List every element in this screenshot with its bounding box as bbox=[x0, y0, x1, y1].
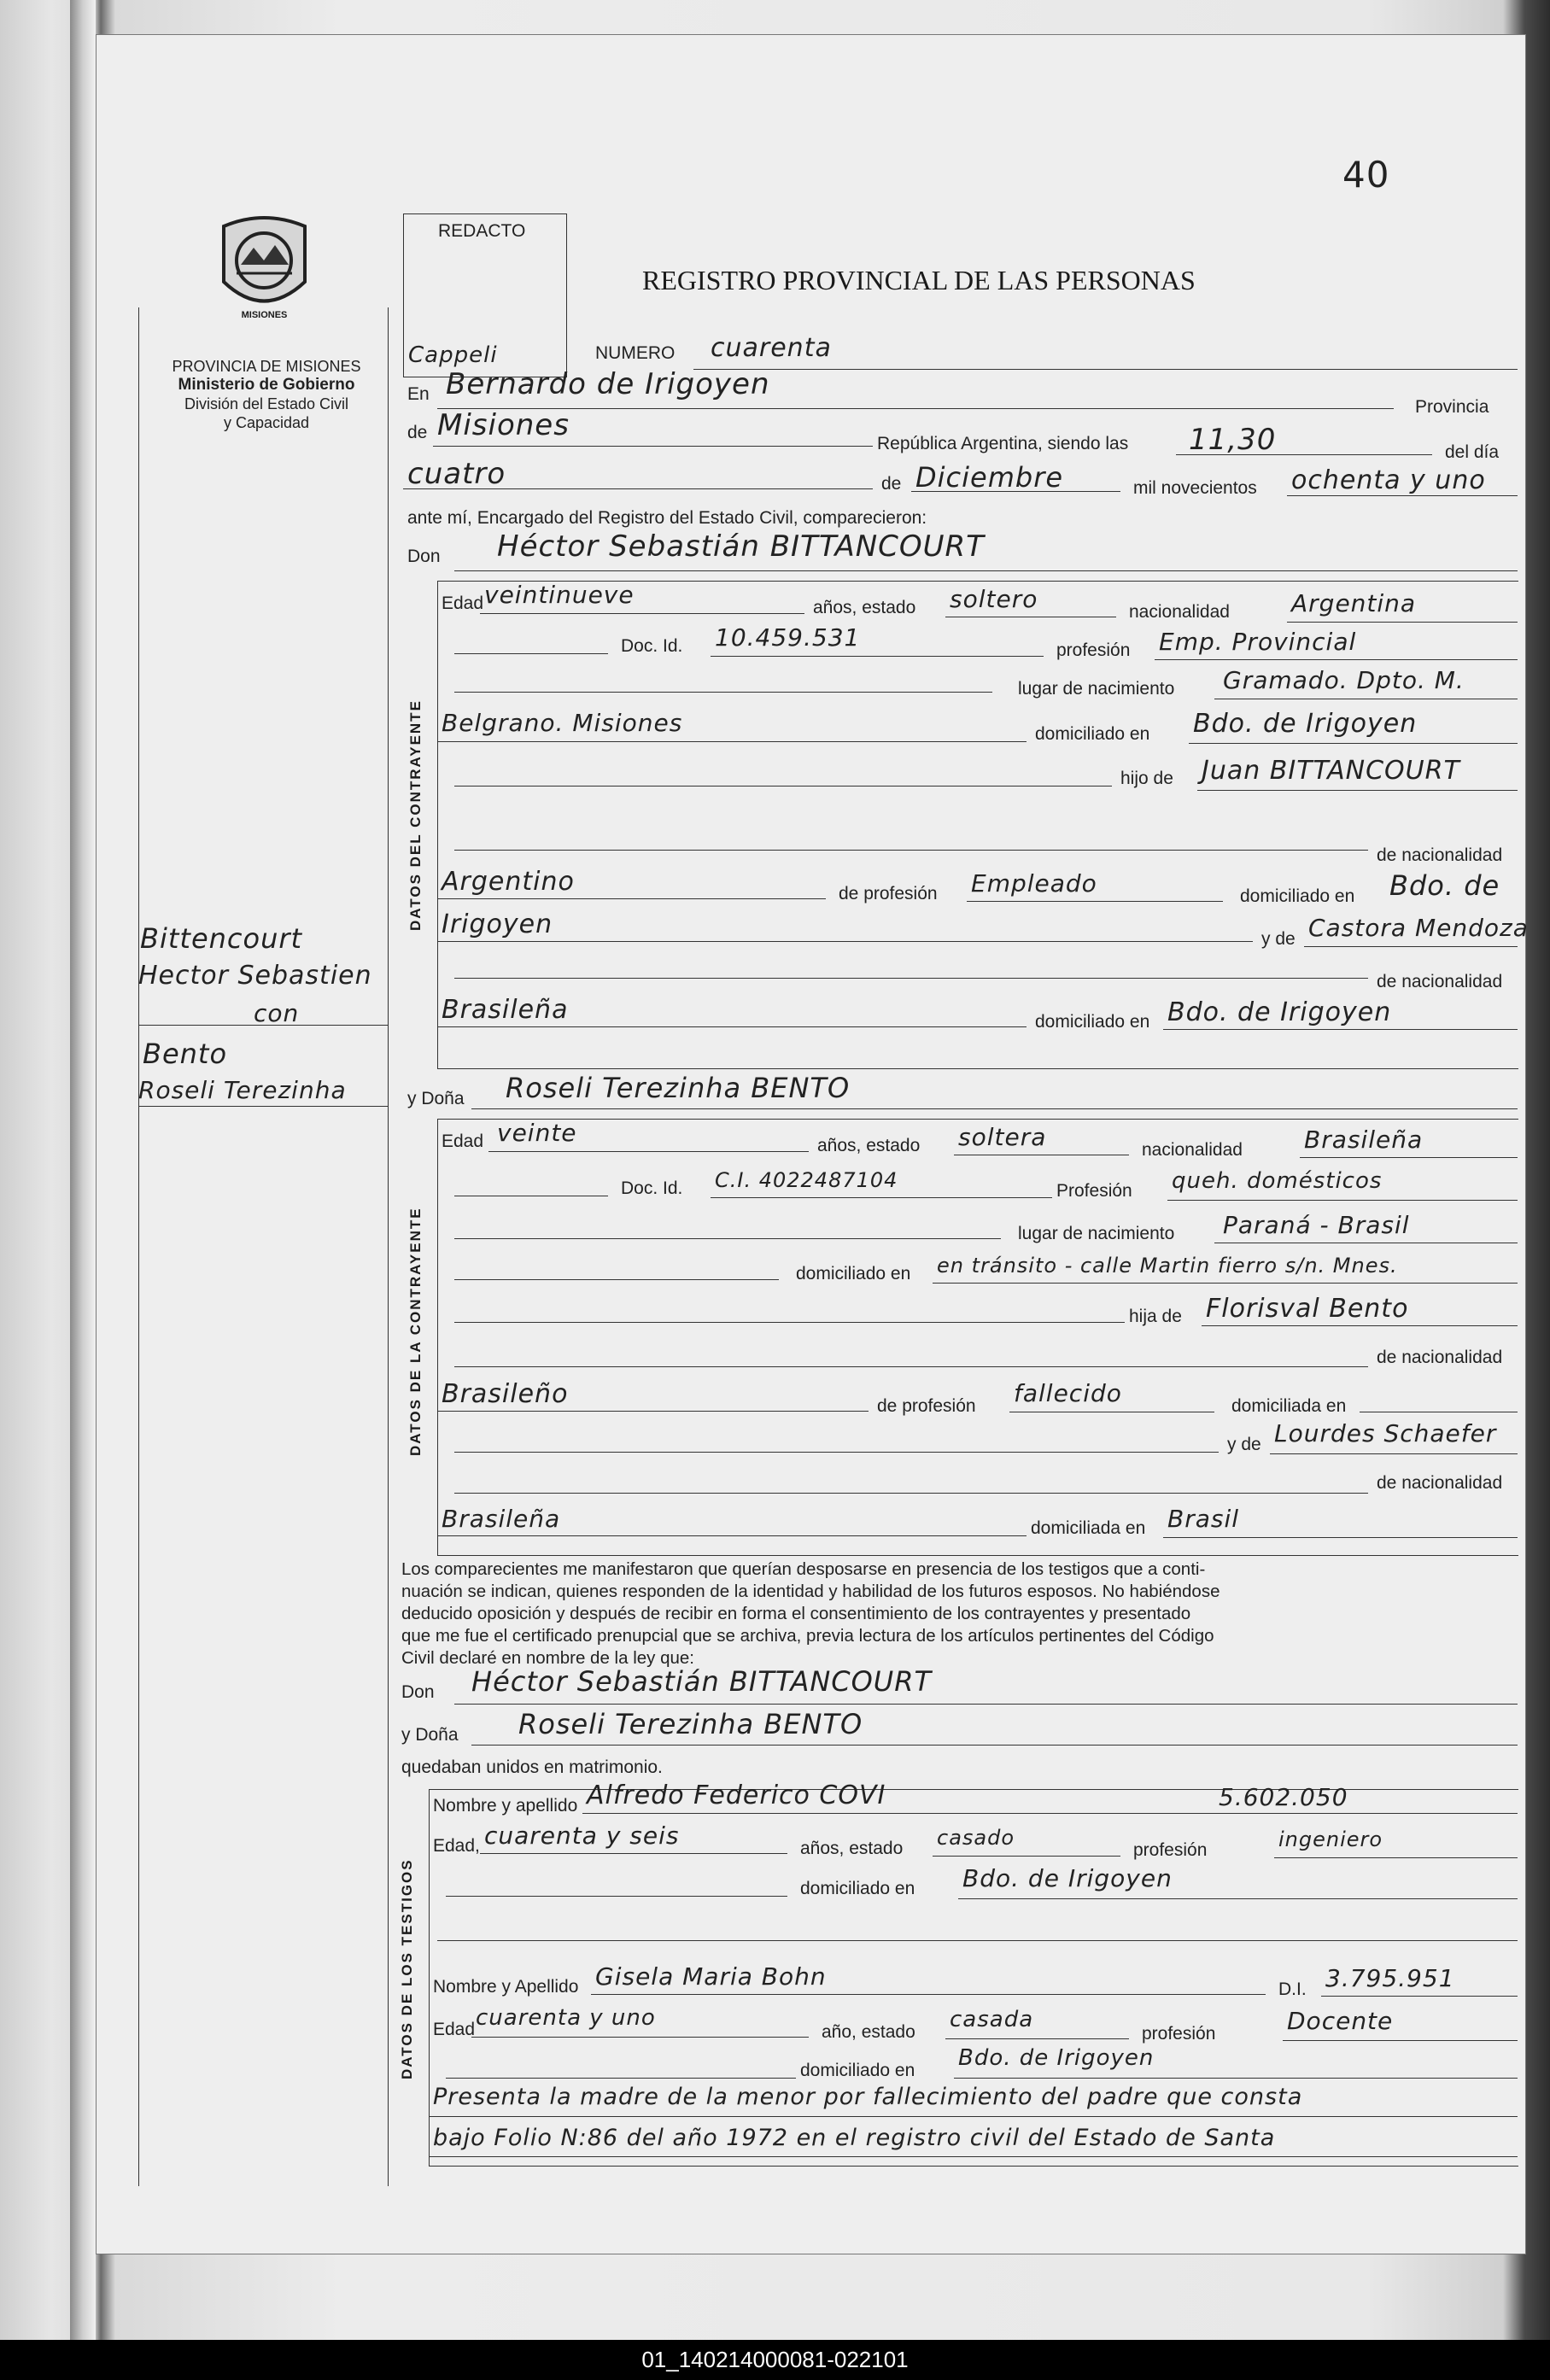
margin-note-underline bbox=[138, 1106, 388, 1107]
c-madre-value: Castora Mendoza bbox=[1308, 914, 1529, 942]
f-lugar-value: Paraná - Brasil bbox=[1223, 1211, 1410, 1239]
redacto-label: REDACTO bbox=[438, 221, 526, 241]
f-hija-label: hija de bbox=[1129, 1307, 1182, 1326]
t1-doc-value: 5.602.050 bbox=[1219, 1783, 1348, 1811]
c-nacionalidad-label: nacionalidad bbox=[1129, 602, 1230, 622]
t1-profesion-line bbox=[1274, 1857, 1518, 1858]
declaration-line: deducido oposición y después de recibir en forma el consentimiento de los contrayentes y presentado bbox=[401, 1604, 1191, 1623]
c-padre-dom-label: domiciliado en bbox=[1240, 886, 1355, 906]
t2-doc-label: D.I. bbox=[1278, 1979, 1307, 1999]
f-de-profesion-label: de profesión bbox=[877, 1396, 976, 1416]
f-domiciliado-value: en tránsito - calle Martin fierro s/n. Mnes. bbox=[937, 1254, 1398, 1278]
f-padre-nac-line bbox=[437, 1411, 869, 1412]
c-padre-nac-value: Argentino bbox=[442, 867, 575, 897]
c-lugar-value-2: Belgrano. Misiones bbox=[442, 709, 683, 737]
f-madre-dom-value: Brasil bbox=[1167, 1505, 1240, 1533]
c-padre-dom-line-2 bbox=[437, 941, 1253, 942]
c-madre-line bbox=[1304, 946, 1518, 947]
t1-estado-value: casado bbox=[937, 1826, 1015, 1850]
declaration-line: Los comparecientes me manifestaron que querían desposarse en presencia de los testigos que a conti- bbox=[401, 1559, 1206, 1579]
c-edad-label: Edad bbox=[442, 594, 484, 613]
provincia-label: Provincia bbox=[1415, 397, 1489, 417]
c-madre-nac-line bbox=[437, 1026, 1027, 1027]
c-padre-value: Juan BITTANCOURT bbox=[1202, 756, 1460, 786]
c-profesion-value: Emp. Provincial bbox=[1159, 628, 1357, 656]
t2-edad-line bbox=[471, 2037, 809, 2038]
c-y-de-label: y de bbox=[1261, 929, 1296, 949]
c-domiciliado-value: Bdo. de Irigoyen bbox=[1193, 709, 1418, 739]
c-nacionalidad-value: Argentina bbox=[1291, 589, 1417, 617]
hora-value: 11,30 bbox=[1189, 423, 1277, 457]
f-edad-label: Edad bbox=[442, 1132, 484, 1151]
f-de-nacionalidad-label: de nacionalidad bbox=[1377, 1348, 1503, 1367]
image-id-bar bbox=[0, 2340, 1550, 2380]
c-padre-prof-line bbox=[967, 901, 1223, 902]
decl-dona-label: y Doña bbox=[401, 1725, 459, 1745]
t2-nombre-line bbox=[591, 1994, 1266, 1995]
en-line bbox=[437, 408, 1394, 409]
c-padre-line bbox=[1197, 790, 1518, 791]
decl-closing: quedaban unidos en matrimonio. bbox=[401, 1757, 663, 1777]
declaration-line: Civil declaré en nombre de la ley que: bbox=[401, 1648, 694, 1668]
numero-value: cuarenta bbox=[711, 333, 832, 363]
c-domiciliado-label: domiciliado en bbox=[1035, 724, 1150, 744]
c-lugar-label: lugar de nacimiento bbox=[1018, 679, 1175, 699]
decl-dona-line bbox=[471, 1745, 1518, 1746]
t1-nombre-line bbox=[582, 1813, 1518, 1814]
note-line-1: Presenta la madre de la menor por fallecimiento del padre que consta bbox=[433, 2084, 1303, 2110]
institution-ministry: Ministerio de Gobierno bbox=[178, 376, 355, 394]
t2-dom-label: domiciliado en bbox=[800, 2061, 915, 2080]
dona-value: Roseli Terezinha BENTO bbox=[506, 1072, 851, 1104]
decl-dona-value: Roseli Terezinha BENTO bbox=[518, 1708, 863, 1740]
c-nac-pre-line bbox=[454, 850, 1368, 851]
f-doc-label: Doc. Id. bbox=[621, 1178, 683, 1198]
f-padre-value: Florisval Bento bbox=[1206, 1294, 1409, 1324]
f-hija-pre-line bbox=[454, 1322, 1125, 1323]
c-doc-line bbox=[711, 656, 1044, 657]
c-hijo-pre-line bbox=[454, 786, 1112, 787]
f-nacionalidad-label: nacionalidad bbox=[1142, 1140, 1243, 1160]
c-hijo-label: hijo de bbox=[1120, 769, 1173, 788]
seal-text: MISIONES bbox=[241, 310, 288, 320]
f-madre-nac-pre-line bbox=[454, 1493, 1368, 1494]
t2-dom-pre-line bbox=[446, 2078, 796, 2079]
f-nacionalidad-line bbox=[1300, 1157, 1518, 1158]
t2-nombre-label: Nombre y Apellido bbox=[433, 1977, 579, 1997]
declaration-line: nuación se indican, quienes responden de la identidad y habilidad de los futuros esposos. No habiéndose bbox=[401, 1582, 1220, 1601]
margin-note-underline bbox=[138, 1025, 388, 1026]
f-profesion-line bbox=[1167, 1200, 1518, 1201]
f-estado-value: soltera bbox=[958, 1123, 1047, 1151]
t1-edad-value: cuarenta y seis bbox=[484, 1822, 680, 1850]
f-edad-value: veinte bbox=[497, 1119, 577, 1147]
decl-don-line bbox=[454, 1704, 1518, 1705]
f-dom-pre-line bbox=[454, 1279, 779, 1280]
c-estado-value: soltero bbox=[950, 585, 1038, 613]
c-doc-label: Doc. Id. bbox=[621, 636, 683, 656]
republica-text: República Argentina, siendo las bbox=[877, 434, 1129, 453]
t2-profesion-value: Docente bbox=[1287, 2007, 1394, 2035]
c-madre-nac-value: Brasileña bbox=[442, 995, 569, 1025]
f-doc-line bbox=[711, 1197, 1052, 1198]
contrayente-side-label: DATOS DEL CONTRAYENTE bbox=[407, 699, 424, 931]
f-padre-nac-value: Brasileño bbox=[442, 1379, 569, 1409]
dia-line bbox=[403, 488, 873, 489]
province-seal bbox=[215, 209, 313, 325]
f-madre-line bbox=[1270, 1453, 1518, 1454]
margin-note-given-names: Hector Sebastien bbox=[138, 961, 372, 991]
don-line bbox=[454, 570, 1518, 571]
book-spine bbox=[70, 0, 96, 2340]
f-profesion-value: queh. domésticos bbox=[1172, 1168, 1383, 1194]
ante-text: ante mí, Encargado del Registro del Estado Civil, comparecieron: bbox=[407, 508, 927, 528]
f-padre-dom-label: domiciliada en bbox=[1231, 1396, 1347, 1416]
testigos-separator bbox=[437, 1940, 1518, 1941]
mes-value: Diciembre bbox=[915, 461, 1064, 494]
dona-line bbox=[471, 1108, 1518, 1109]
note-line-2: bajo Folio N:86 del año 1972 en el registro civil del Estado de Santa bbox=[433, 2125, 1276, 2151]
c-padre-nac-line bbox=[437, 898, 826, 899]
f-nacionalidad-value: Brasileña bbox=[1304, 1126, 1424, 1154]
institution-capacity: y Capacidad bbox=[223, 414, 310, 431]
contrayenta-side-label: DATOS DE LA CONTRAYENTE bbox=[407, 1207, 424, 1456]
t2-edad-label: Edad bbox=[433, 2020, 476, 2039]
margin-column-left-line bbox=[138, 307, 139, 2186]
c-edad-line bbox=[480, 613, 804, 614]
c-padre-dom-value-2: Irigoyen bbox=[442, 909, 553, 939]
institution-province: PROVINCIA DE MISIONES bbox=[172, 358, 361, 375]
don-label: Don bbox=[407, 547, 441, 566]
c-de-profesion-label: de profesión bbox=[839, 884, 938, 903]
t1-dom-pre-line bbox=[446, 1896, 787, 1897]
decl-don-value: Héctor Sebastián BITTANCOURT bbox=[471, 1665, 932, 1698]
t2-doc-value: 3.795.951 bbox=[1325, 1964, 1455, 1992]
anio-line bbox=[1287, 495, 1518, 496]
en-label: En bbox=[407, 384, 430, 404]
register-title: REGISTRO PROVINCIAL DE LAS PERSONAS bbox=[642, 265, 1196, 295]
f-madre-nac-line bbox=[437, 1535, 1027, 1536]
margin-note-bride-names: Roseli Terezinha bbox=[138, 1076, 347, 1104]
note-line-1-rule bbox=[429, 2116, 1518, 2117]
f-domiciliado-label: domiciliado en bbox=[796, 1264, 911, 1284]
c-lugar-value: Gramado. Dpto. M. bbox=[1223, 666, 1465, 694]
f-nac-pre-line bbox=[454, 1366, 1368, 1367]
register-page bbox=[96, 34, 1529, 2254]
hora-line bbox=[1176, 454, 1432, 455]
f-doc-value: C.I. 4022487104 bbox=[715, 1168, 898, 1192]
f-lugar-label: lugar de nacimiento bbox=[1018, 1224, 1175, 1243]
t2-dom-line bbox=[954, 2078, 1518, 2079]
t2-edad-value: cuarenta y uno bbox=[476, 2005, 656, 2031]
c-doc-value: 10.459.531 bbox=[715, 623, 861, 652]
c-doc-pre-line bbox=[454, 653, 608, 654]
de-label: de bbox=[407, 423, 428, 442]
t2-profesion-line bbox=[1283, 2040, 1518, 2041]
t1-edad-line bbox=[480, 1853, 787, 1854]
numero-label: NUMERO bbox=[595, 343, 676, 363]
t1-estado-line bbox=[933, 1856, 1120, 1857]
numero-line bbox=[693, 369, 1518, 370]
f-y-de-label: y de bbox=[1227, 1435, 1261, 1454]
f-madre-nac-label: de nacionalidad bbox=[1377, 1473, 1503, 1493]
t1-dom-value: Bdo. de Irigoyen bbox=[962, 1864, 1173, 1892]
c-edad-value: veintinueve bbox=[484, 581, 635, 609]
seal-icon bbox=[215, 209, 313, 325]
f-madre-nac-value: Brasileña bbox=[442, 1505, 561, 1533]
c-madre-dom-line bbox=[1163, 1029, 1518, 1030]
f-madre-pre-line bbox=[454, 1452, 1219, 1453]
t2-profesion-label: profesión bbox=[1142, 2024, 1216, 2044]
page-number: 40 bbox=[1342, 154, 1390, 196]
f-lugar-pre-line bbox=[454, 1238, 1001, 1239]
note-line-2-rule bbox=[429, 2156, 1518, 2157]
t1-edad-label: Edad, bbox=[433, 1836, 480, 1856]
c-madre-nac-label: de nacionalidad bbox=[1377, 972, 1503, 991]
del-dia-label: del día bbox=[1445, 442, 1500, 462]
institution-block bbox=[160, 357, 373, 432]
c-madre-dom-label: domiciliado en bbox=[1035, 1012, 1150, 1032]
f-padre-line bbox=[1202, 1325, 1518, 1326]
redacto-signature: Cappeli bbox=[408, 342, 498, 368]
f-anios-label: años, estado bbox=[817, 1136, 921, 1155]
c-anios-label: años, estado bbox=[813, 598, 916, 617]
t2-estado-line bbox=[945, 2038, 1129, 2039]
t2-anios-label: año, estado bbox=[822, 2022, 915, 2042]
t1-anios-label: años, estado bbox=[800, 1839, 904, 1858]
declaration-line: que me fue el certificado prenupcial que se archiva, previa lectura de los artículos pertinentes del Código bbox=[401, 1626, 1214, 1646]
f-profesion-label: Profesión bbox=[1056, 1181, 1132, 1201]
t1-nombre-label: Nombre y apellido bbox=[433, 1796, 578, 1816]
image-id-text: 01_140214000081-022101 bbox=[641, 2347, 909, 2372]
f-madre-dom-line bbox=[1163, 1537, 1518, 1538]
testigos-side-label: DATOS DE LOS TESTIGOS bbox=[399, 1858, 415, 2079]
en-value: Bernardo de Irigoyen bbox=[446, 367, 770, 401]
c-de-nacionalidad-label: de nacionalidad bbox=[1377, 845, 1503, 865]
c-lugar-line-2 bbox=[437, 741, 1027, 742]
de-mes-label: de bbox=[881, 474, 902, 494]
t1-dom-label: domiciliado en bbox=[800, 1879, 915, 1898]
margin-column-right-line bbox=[388, 307, 389, 2186]
declaration-text bbox=[401, 1558, 1220, 1670]
t1-nombre-value: Alfredo Federico COVI bbox=[587, 1781, 886, 1810]
decl-don-label: Don bbox=[401, 1682, 435, 1702]
t2-doc-line bbox=[1321, 1996, 1518, 1997]
margin-note-surname: Bittencourt bbox=[140, 922, 303, 955]
margin-note-bride-surname: Bento bbox=[143, 1038, 228, 1070]
c-nacionalidad-line bbox=[1287, 622, 1518, 623]
anio-value: ochenta y uno bbox=[1291, 465, 1486, 495]
margin-note-con: con bbox=[254, 999, 300, 1027]
t1-profesion-label: profesión bbox=[1133, 1840, 1208, 1860]
t1-profesion-value: ingeniero bbox=[1278, 1827, 1383, 1851]
mes-line bbox=[911, 491, 1120, 492]
t1-dom-line bbox=[958, 1898, 1518, 1899]
don-value: Héctor Sebastián BITTANCOURT bbox=[497, 529, 985, 564]
f-padre-prof-value: fallecido bbox=[1014, 1379, 1122, 1407]
c-profesion-label: profesión bbox=[1056, 640, 1131, 660]
c-profesion-line bbox=[1155, 659, 1518, 660]
c-padre-dom-value: Bdo. de bbox=[1389, 869, 1500, 902]
c-padre-prof-value: Empleado bbox=[971, 869, 1097, 898]
t2-dom-value: Bdo. de Irigoyen bbox=[958, 2045, 1155, 2071]
f-domiciliado-line bbox=[933, 1283, 1518, 1284]
de-value: Misiones bbox=[437, 408, 570, 442]
c-madre-nac-pre-line bbox=[454, 978, 1368, 979]
de-line bbox=[433, 446, 873, 447]
f-madre-value: Lourdes Schaefer bbox=[1274, 1419, 1497, 1447]
c-lugar-pre-line bbox=[454, 692, 992, 693]
institution-division: División del Estado Civil bbox=[184, 395, 349, 412]
c-madre-dom-value: Bdo. de Irigoyen bbox=[1167, 997, 1392, 1027]
dia-value: cuatro bbox=[407, 457, 506, 491]
redacto-box bbox=[403, 213, 567, 377]
f-edad-line bbox=[488, 1151, 809, 1152]
t2-nombre-value: Gisela Maria Bohn bbox=[595, 1962, 827, 1991]
dona-label: y Doña bbox=[407, 1089, 465, 1108]
mil-label: mil novecientos bbox=[1133, 478, 1257, 498]
f-madre-dom-label: domiciliada en bbox=[1031, 1518, 1146, 1538]
c-domiciliado-line bbox=[1189, 743, 1518, 744]
t2-estado-value: casada bbox=[950, 2007, 1034, 2032]
